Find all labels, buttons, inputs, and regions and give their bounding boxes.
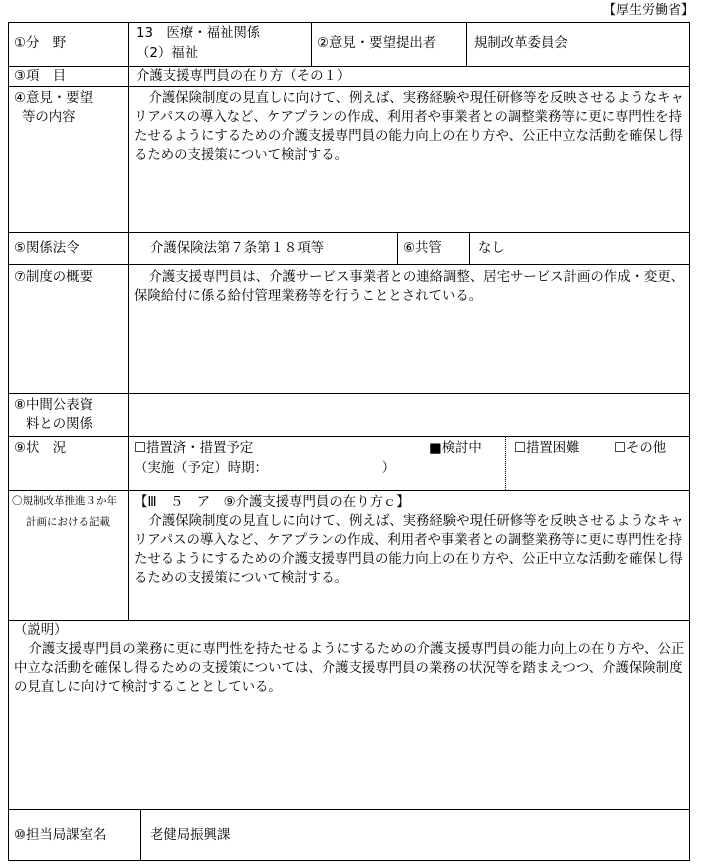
joint-value: なし <box>478 241 505 256</box>
joint-label: ⑥共管 <box>403 241 442 256</box>
submitter-value: 規制改革委員会 <box>474 36 568 51</box>
field-label: ①分 野 <box>14 36 67 51</box>
law-value: 介護保険法第７条第１８項等 <box>150 241 325 256</box>
overview-text: 介護支援専門員は、介護サービス事業者との連絡調整、居宅サービス計画の作成・変更、保険給付に係る給付管理業務等を行うこととされている。 <box>134 270 685 304</box>
explanation-label: （説明） <box>14 623 68 638</box>
interim-label-line1: ⑧中間公表資 <box>14 398 93 413</box>
bureau-value: 老健局振興課 <box>150 828 231 843</box>
plan-label-line1: 〇規制改革推進３か年 <box>12 495 117 507</box>
status-checkbox-review[interactable]: ■検討中 <box>429 441 482 456</box>
status-label: ⑨状 況 <box>14 441 67 456</box>
item-label: ③項 目 <box>14 69 67 84</box>
request-text: 介護保険制度の見直しに向けて、例えば、実務経験や現任研修等を反映させるようなキャリアパスの導入など、ケアプランの作成、利用者や事業者との調整業務等に更に専門性を持たせるようにするための介護支援専門員の能力向上の在り方や、公正中立な活動を確保し得るための支援策について検討する。 <box>134 91 684 163</box>
item-value: 介護支援専門員の在り方（その１） <box>136 69 351 84</box>
status-timing: （実施（予定）時期： ） <box>134 461 396 476</box>
law-label: ⑤関係法令 <box>14 241 80 256</box>
status-checkbox-other[interactable]: ☐その他 <box>614 441 667 456</box>
field-value-line1: 13 医療・福祉関係 <box>136 26 261 41</box>
ministry-label: 【厚生労働省】 <box>602 3 694 18</box>
status-checkbox-done[interactable]: ☐措置済・措置予定 <box>134 441 254 456</box>
field-value-line2: （2）福祉 <box>136 46 199 61</box>
overview-label: ⑦制度の概要 <box>14 270 93 285</box>
request-label-line2: 等の内容 <box>22 110 76 125</box>
plan-reference: 【Ⅲ ５ ア ⑨介護支援専門員の在り方ｃ】 <box>134 495 410 510</box>
request-label-line1: ④意見・要望 <box>14 91 93 106</box>
submitter-label: ②意見・要望提出者 <box>317 36 437 51</box>
plan-label-line2: 計画における記載 <box>26 516 110 528</box>
explanation-text: 介護支援専門員の業務に更に専門性を持たせるようにするための介護支援専門員の能力向上の在り方や、公正中立な活動を確保し得るための支援策については、介護支援専門員の業務の状況等を踏まえつつ、介護保険制度の見直しに向けて検討することとしている。 <box>14 642 685 695</box>
plan-text: 介護保険制度の見直しに向けて、例えば、実務経験や現任研修等を反映させるようなキャリアパスの導入など、ケアプランの作成、利用者や事業者との調整業務等に更に専門性を持たせるようにするための介護支援専門員の能力向上の在り方や、公正中立な活動を確保し得るための支援策について検討する。 <box>134 514 684 586</box>
bureau-label: ⑩担当局課室名 <box>14 828 107 843</box>
interim-label-line2: 料との関係 <box>26 417 93 432</box>
status-checkbox-difficult[interactable]: ☐措置困難 <box>514 441 580 456</box>
